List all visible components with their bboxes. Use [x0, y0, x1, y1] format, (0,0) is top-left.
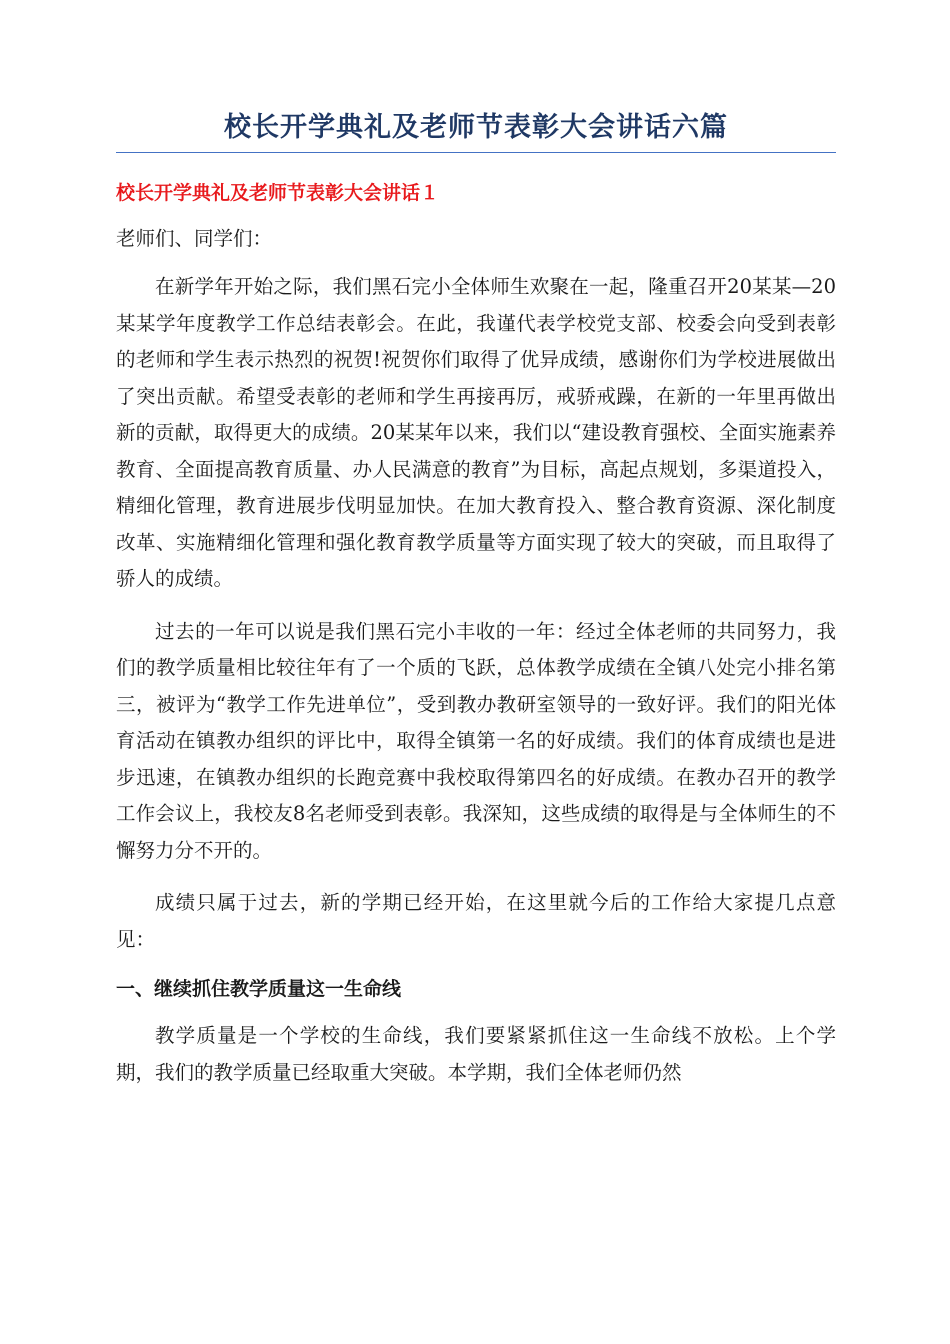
salutation: 老师们、同学们： [116, 227, 273, 250]
paragraph-3: 成绩只属于过去，新的学期已经开始，在这里就今后的工作给大家提几点意见： [116, 891, 836, 951]
subheading: 一、继续抓住教学质量这一生命线 [116, 978, 402, 1000]
document-title: 校长开学典礼及老师节表彰大会讲话六篇 [116, 108, 836, 153]
paragraph-1: 在新学年开始之际，我们黑石完小全体师生欢聚在一起，隆重召开20某某—20某某学年度教学工作总结表彰会。在此，我谨代表学校党支部、校委会向受到表彰的老师和学生表示热烈的祝贺!祝贺你们取得了优异成绩，感谢你们为学校进展做出了突出贡献。希望受表彰的老师和学生再接再厉，戒骄戒躁，在新的一年里再做出新的贡献，取得更大的成绩。20某某年以来，我们以“建设教育强校、全面实施素养教育、全面提高教育质量、办人民满意的教育”为目标，高起点规划，多渠道投入，精细化管理，教育进展步伐明显加快。在加大教育投入、整合教育资源、深化制度改革、实施精细化管理和强化教育教学质量等方面实现了较大的突破，而且取得了骄人的成绩。 [116, 275, 836, 590]
paragraph-4: 教学质量是一个学校的生命线，我们要紧紧抓住这一生命线不放松。上个学期，我们的教学质量已经取重大突破。本学期，我们全体老师仍然 [116, 1024, 836, 1084]
document-page [116, 108, 836, 1091]
section-title: 校长开学典礼及老师节表彰大会讲话１ [116, 182, 440, 204]
paragraph-2: 过去的一年可以说是我们黑石完小丰收的一年：经过全体老师的共同努力，我们的教学质量相比较往年有了一个质的飞跃，总体教学成绩在全镇八处完小排名第三，被评为“教学工作先进单位”，受到教办教研室领导的一致好评。我们的阳光体育活动在镇教办组织的评比中，取得全镇第一名的好成绩。我们的体育成绩也是进步迅速，在镇教办组织的长跑竞赛中我校取得第四名的好成绩。在教办召开的教学工作会议上，我校友8名老师受到表彰。我深知，这些成绩的取得是与全体师生的不懈努力分不开的。 [116, 619, 836, 862]
